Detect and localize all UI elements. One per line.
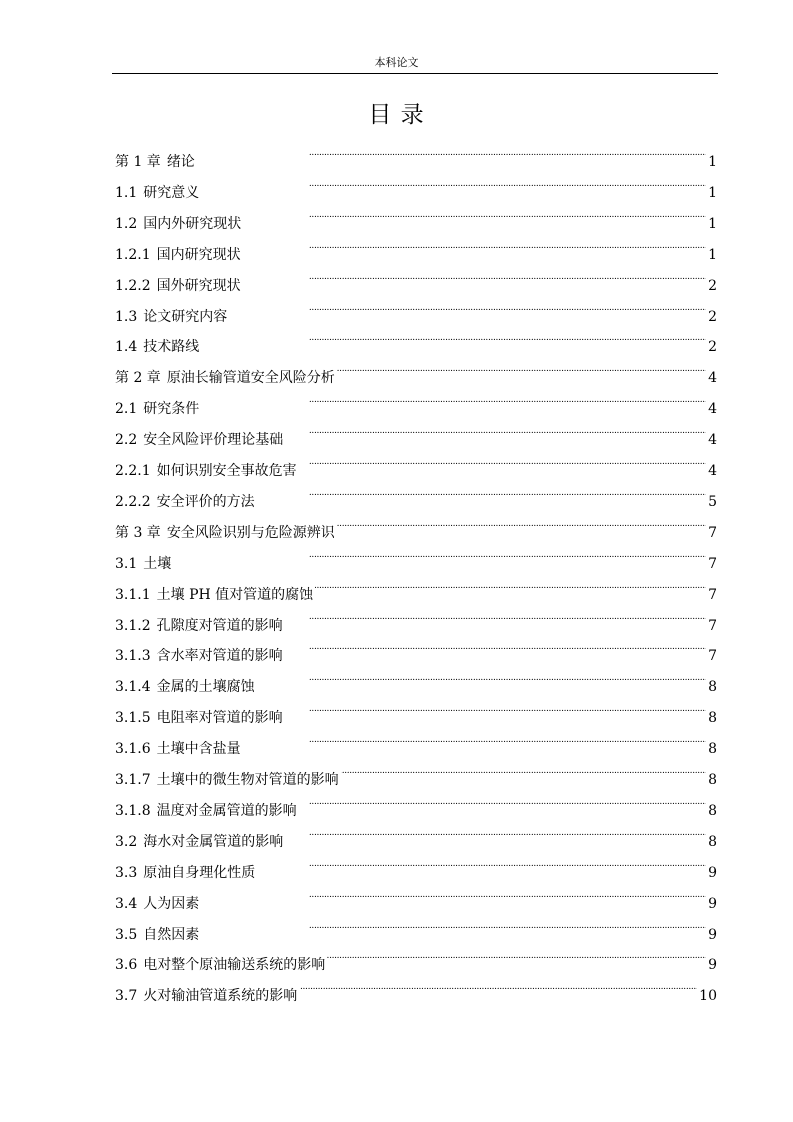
toc-entry-number: 3.7 [115, 988, 138, 1005]
toc-entry[interactable] [115, 913, 717, 943]
toc-entry[interactable] [115, 418, 717, 449]
toc-entry-page: 8 [708, 802, 717, 819]
toc-entry-page: 4 [708, 401, 717, 418]
toc-entry-page: 1 [708, 154, 717, 170]
toc-dot-leader [337, 511, 706, 537]
toc-entry-number: 3.1.2 [115, 617, 151, 634]
toc-dot-leader [229, 295, 706, 321]
toc-dot-leader [285, 634, 706, 660]
toc-entry[interactable] [115, 665, 717, 696]
toc-entry-number: 3.1.1 [115, 586, 151, 603]
toc-entry-title: 安全风险评价理论基础 [143, 432, 284, 449]
toc-dot-leader [315, 573, 706, 599]
toc-entry-title: 研究意义 [143, 184, 200, 201]
toc-entry-number: 2.1 [115, 401, 138, 418]
toc-entry[interactable] [115, 264, 717, 294]
toc-entry[interactable] [115, 387, 717, 418]
toc-dot-leader [173, 542, 706, 568]
toc-entry-title: 火对输油管道系统的影响 [143, 988, 298, 1005]
toc-entry-page: 7 [708, 555, 717, 572]
toc-entry[interactable] [115, 325, 717, 356]
toc-entry[interactable] [115, 974, 717, 1005]
toc-entry-page: 4 [708, 370, 717, 387]
toc-entry-number: 2.2 [115, 432, 138, 449]
toc-dot-leader [299, 789, 706, 815]
toc-dot-leader [243, 202, 706, 228]
toc-entry-title: 孔隙度对管道的影响 [156, 617, 283, 634]
toc-entry-title: 安全风险识别与危险源辨识 [166, 524, 335, 541]
toc-dot-leader [201, 882, 706, 908]
toc-entry[interactable] [115, 758, 717, 788]
header-rule [112, 73, 718, 74]
toc-dot-leader [201, 171, 706, 197]
toc-dot-leader [285, 696, 706, 722]
toc-dot-leader [257, 480, 706, 506]
toc-entry-number: 3.2 [115, 833, 138, 850]
toc-dot-leader [299, 974, 697, 1000]
toc-entry-page: 1 [708, 246, 717, 263]
toc-dot-leader [243, 727, 706, 753]
toc-entry[interactable] [115, 480, 717, 510]
toc-entry-title: 安全评价的方法 [156, 493, 255, 510]
toc-entry-title: 海水对金属管道的影响 [143, 833, 284, 850]
toc-dot-leader [243, 233, 706, 259]
toc-entry[interactable] [115, 171, 717, 201]
toc-entry-number: 第 2 章 [115, 370, 161, 387]
toc-dot-leader [327, 943, 706, 969]
toc-entry-page: 7 [708, 586, 717, 603]
toc-dot-leader [337, 356, 706, 382]
page-title: 目 录 [368, 102, 425, 128]
toc-entry-title: 如何识别安全事故危害 [156, 463, 297, 479]
toc-entry-number: 2.2.2 [115, 493, 151, 510]
toc-entry[interactable] [115, 943, 717, 974]
toc-entry-number: 1.2.1 [115, 246, 151, 263]
header-text: 本科论文 [374, 56, 419, 69]
toc-entry-page: 1 [708, 184, 717, 201]
toc-entry-page: 8 [708, 679, 717, 696]
toc-entry[interactable] [115, 449, 717, 479]
toc-entry-page: 2 [708, 339, 717, 356]
toc-entry-page: 8 [708, 833, 717, 850]
toc-dot-leader [341, 758, 706, 784]
toc-entry-title: 国内研究现状 [156, 246, 241, 263]
toc-entry-page: 9 [708, 926, 717, 943]
toc-dot-leader [201, 387, 706, 413]
toc-entry-title: 自然因素 [143, 926, 200, 943]
toc-entry[interactable] [115, 202, 717, 232]
toc-entry-page: 7 [708, 617, 717, 634]
toc-entry[interactable] [115, 233, 717, 263]
toc-entry-title: 研究条件 [143, 401, 200, 418]
toc-entry-page: 2 [708, 308, 717, 325]
toc-entry-page: 4 [708, 432, 717, 449]
toc-dot-leader [243, 264, 706, 290]
toc-entry-page: 8 [708, 741, 717, 758]
toc-entry-number: 第 3 章 [115, 524, 161, 541]
toc-entry-title: 含水率对管道的影响 [156, 648, 283, 665]
toc-entry-title: 温度对金属管道的影响 [156, 802, 297, 819]
toc-entry-page: 9 [708, 957, 717, 974]
toc-entry[interactable] [115, 882, 717, 912]
toc-entry-page: 7 [708, 648, 717, 665]
toc-entry-page: 2 [708, 277, 717, 294]
toc-entry-title: 土壤 PH 值对管道的腐蚀 [156, 586, 314, 603]
toc-entry-number: 3.5 [115, 926, 138, 943]
toc-entry[interactable] [115, 820, 717, 850]
toc-entry-number: 3.1.5 [115, 710, 151, 727]
toc-entry[interactable] [115, 573, 717, 603]
toc-entry-number: 3.3 [115, 864, 138, 881]
toc-dot-leader [201, 913, 706, 939]
toc-entry-title: 国内外研究现状 [143, 215, 242, 232]
toc-entry-page: 7 [708, 524, 717, 541]
toc-entry-title: 技术路线 [143, 339, 200, 356]
toc-dot-leader [285, 418, 706, 444]
toc-entry-page: 9 [708, 895, 717, 912]
toc-entry[interactable] [115, 634, 717, 665]
toc-entry-number: 2.2.1 [115, 463, 151, 479]
toc-entry[interactable] [115, 727, 717, 758]
toc-entry[interactable] [115, 542, 717, 572]
toc-entry-page: 8 [708, 710, 717, 727]
toc-entry-page: 8 [708, 772, 717, 788]
toc-entry-number: 3.1.6 [115, 741, 151, 758]
toc-entry-number: 1.2 [115, 215, 138, 232]
toc-dot-leader [257, 665, 706, 691]
toc-entry-page: 9 [708, 864, 717, 881]
toc-entry-number: 3.1.4 [115, 679, 151, 696]
toc-entry[interactable] [115, 696, 717, 727]
toc-dot-leader [285, 604, 706, 630]
toc-entry-number: 3.1 [115, 555, 138, 572]
toc-entry-page: 10 [699, 988, 717, 1005]
toc-entry-number: 3.1.3 [115, 648, 151, 665]
toc-entry[interactable] [115, 851, 717, 881]
toc-dot-leader [299, 449, 706, 475]
toc-entry-title: 土壤中含盐量 [156, 741, 241, 758]
toc-entry-title: 金属的土壤腐蚀 [156, 679, 255, 696]
toc-entry-page: 4 [708, 463, 717, 479]
toc-entry-number: 3.6 [115, 957, 138, 974]
toc-entry-number: 第 1 章 [115, 154, 161, 170]
toc-entry-number: 1.3 [115, 308, 138, 325]
toc-entry-title: 人为因素 [143, 895, 200, 912]
toc-entry-title: 原油自身理化性质 [143, 864, 256, 881]
toc-entry-title: 国外研究现状 [156, 277, 241, 294]
toc-entry-number: 3.4 [115, 895, 138, 912]
toc-entry[interactable] [115, 789, 717, 819]
toc-entry-title: 电对整个原油输送系统的影响 [143, 957, 326, 974]
toc-entry[interactable] [115, 356, 717, 387]
toc-entry-title: 原油长输管道安全风险分析 [166, 370, 335, 387]
toc-entry-number: 1.2.2 [115, 277, 151, 294]
toc-dot-leader [257, 851, 706, 877]
toc-entry-title: 绪论 [166, 154, 195, 170]
toc-entry-title: 土壤 [143, 555, 172, 572]
toc-entry-number: 3.1.7 [115, 772, 151, 788]
toc-dot-leader [201, 325, 706, 351]
toc-dot-leader [197, 140, 706, 166]
toc-entry-title: 电阻率对管道的影响 [156, 710, 283, 727]
toc-entry-page: 5 [708, 493, 717, 510]
toc-entry[interactable] [115, 140, 717, 170]
toc-entry[interactable] [115, 604, 717, 634]
toc-entry-title: 土壤中的微生物对管道的影响 [156, 772, 339, 788]
toc-entry-number: 3.1.8 [115, 802, 151, 819]
toc-entry-number: 1.4 [115, 339, 138, 356]
toc-dot-leader [285, 820, 706, 846]
toc-entry[interactable] [115, 295, 717, 325]
toc-entry-number: 1.1 [115, 184, 138, 201]
toc-entry-title: 论文研究内容 [143, 308, 228, 325]
toc-entry-page: 1 [708, 215, 717, 232]
toc-entry[interactable] [115, 511, 717, 541]
